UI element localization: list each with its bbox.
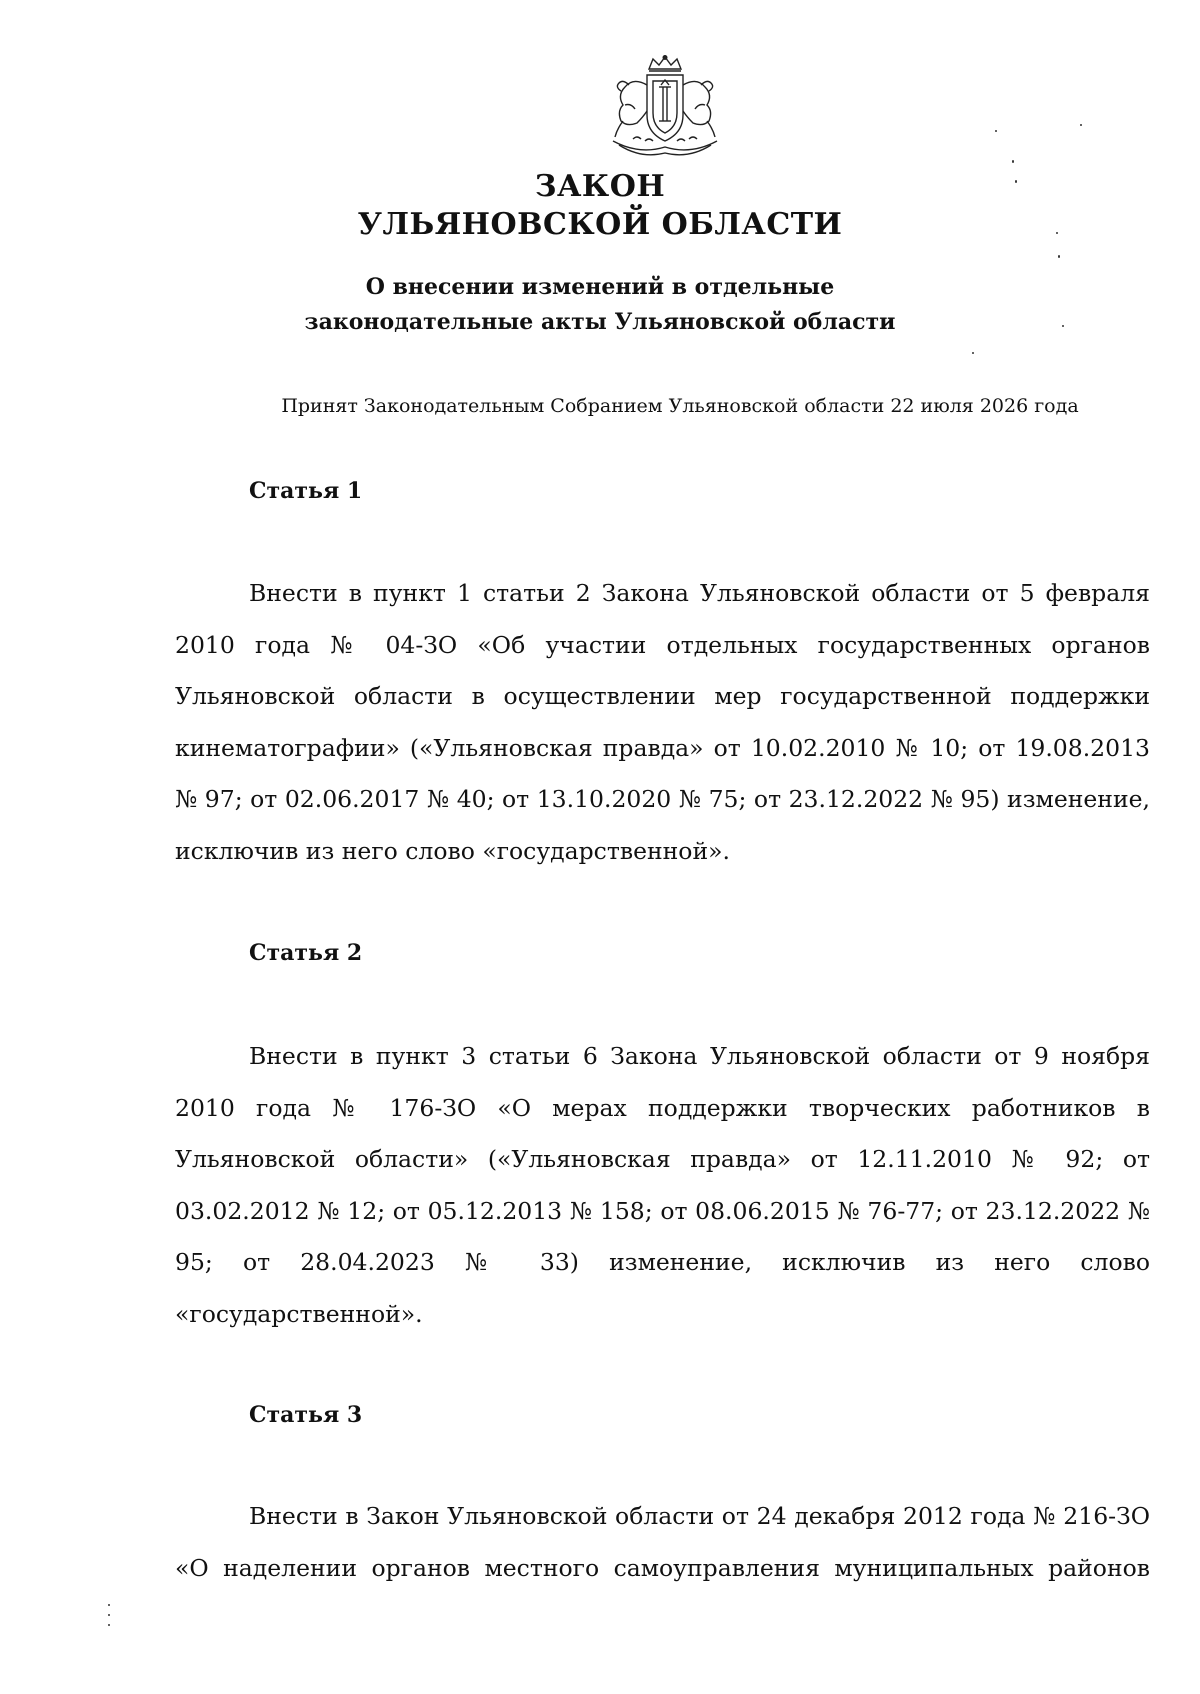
- scan-speck: [972, 352, 974, 354]
- article-1-heading: Статья 1: [249, 478, 363, 504]
- article-2-text: Внести в пункт 3 статьи 6 Закона Ульяновской области от 9 ноября 2010 года № 176-ЗО «О мерах поддержки творческих работников в Ульяновской области» («Ульяновская правда» от 12.11.2010 № 92; от 03.02.2012 № 12; от 05.12.2013 № 158; от 08.06.2015 № 76-77; от 23.12.2022 № 95; от 28.04.2023 № 33) изменение, исключив из него слово «государственной».: [175, 1042, 1150, 1328]
- law-subject-line2: законодательные акты Ульяновской области: [304, 309, 896, 335]
- article-1-text: Внести в пункт 1 статьи 2 Закона Ульяновской области от 5 февраля 2010 года № 04-ЗО «Об участии отдельных государственных органов Ульяновской области в осуществлении мер государственной поддержки кинематографии» («Ульяновская правда» от 10.02.2010 № 10; от 19.08.2013 № 97; от 02.06.2017 № 40; от 13.10.2020 № 75; от 23.12.2022 № 95) изменение, исключив из него слово «государственной».: [175, 579, 1150, 865]
- law-title: [0, 168, 1200, 244]
- scan-speck: [108, 1624, 110, 1626]
- article-3-text: Внести в Закон Ульяновской области от 24 декабря 2012 года № 216-ЗО «О наделении органов местного самоуправления муниципальных районов: [175, 1502, 1150, 1582]
- scan-speck: [1056, 232, 1058, 234]
- law-title-line1: ЗАКОН: [534, 169, 666, 204]
- law-subject-line1: О внесении изменений в отдельные: [365, 274, 835, 300]
- scan-speck: [1080, 124, 1082, 126]
- scan-speck: [1062, 325, 1064, 327]
- adoption-note: Принят Законодательным Собранием Ульяновской области 22 июля 2026 года: [281, 395, 1079, 417]
- scan-speck: [1058, 255, 1060, 258]
- coat-of-arms-emblem: [603, 55, 727, 159]
- scan-speck: [108, 1604, 110, 1606]
- scan-speck: [995, 130, 997, 132]
- scan-speck: [1015, 180, 1017, 183]
- article-3-heading: Статья 3: [249, 1402, 363, 1428]
- article-2-heading: Статья 2: [249, 940, 363, 966]
- law-title-line2: УЛЬЯНОВСКОЙ ОБЛАСТИ: [357, 207, 843, 242]
- scan-speck: [1012, 160, 1014, 163]
- law-subject: [0, 270, 1200, 340]
- scan-speck: [108, 1614, 110, 1616]
